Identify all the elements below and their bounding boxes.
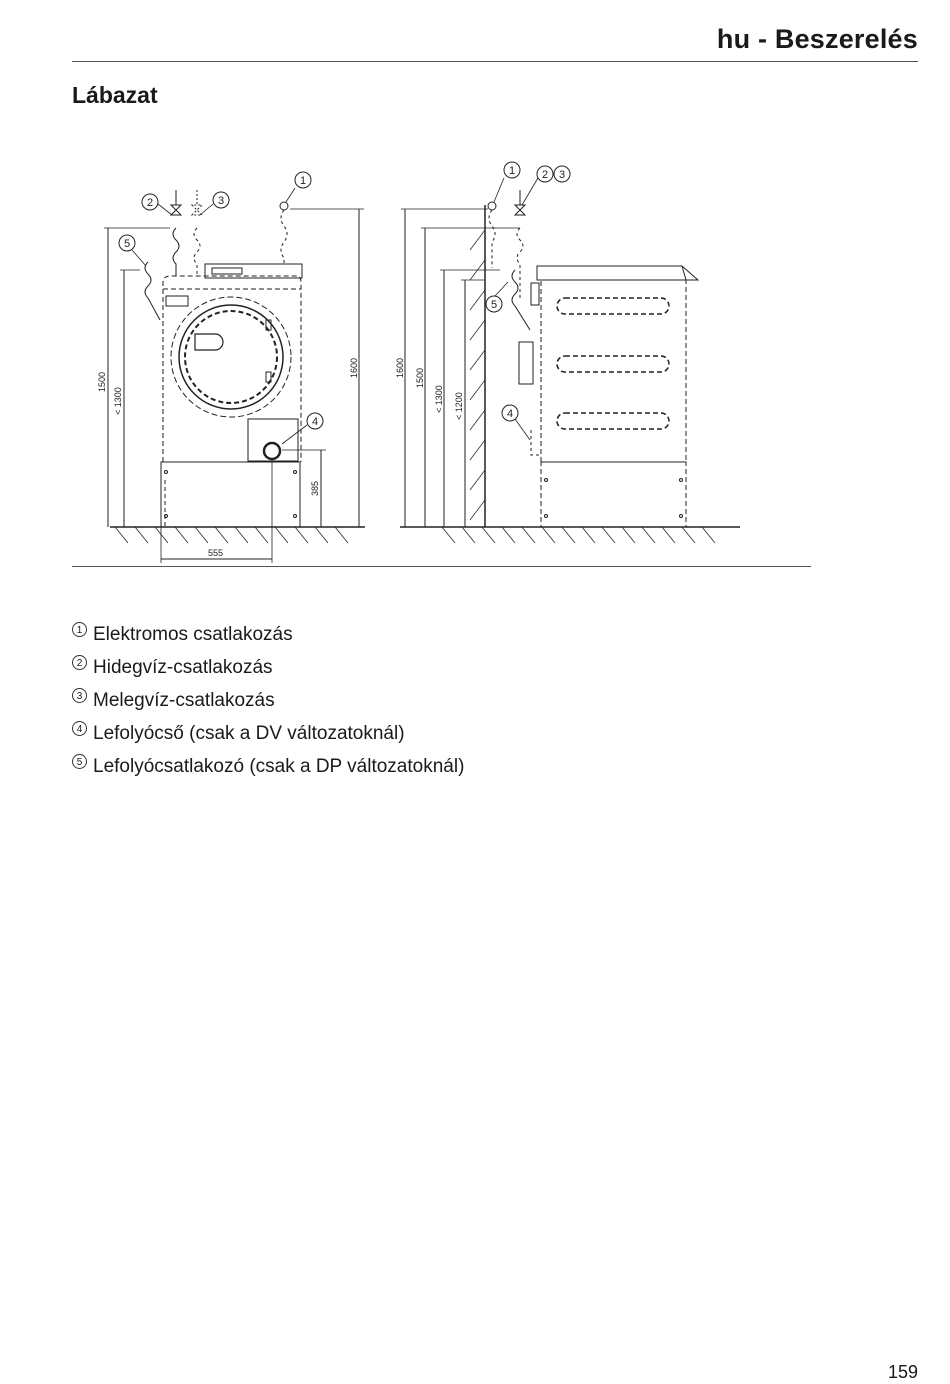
legend-text: Hidegvíz-csatlakozás (93, 656, 273, 678)
dim-385: 385 (310, 480, 320, 496)
dim-1300-side: < 1300 (434, 385, 444, 413)
svg-text:3: 3 (217, 195, 225, 207)
figure-divider (72, 566, 811, 567)
front-view (104, 188, 365, 563)
legend-item (72, 651, 464, 684)
legend-text: Lefolyócsatlakozó (csak a DP változatoknál) (93, 755, 465, 777)
dim-1300-front: < 1300 (113, 387, 123, 415)
legend-item (72, 618, 464, 651)
callout-5-side (486, 296, 502, 312)
legend-item (72, 750, 464, 783)
callout-1-front (295, 172, 311, 188)
legend-item (72, 717, 464, 750)
legend-number: 1 (72, 622, 87, 637)
page-number: 159 (887, 1362, 918, 1382)
legend-text: Melegvíz-csatlakozás (93, 689, 275, 711)
dim-1500-front: 1500 (97, 371, 107, 392)
side-view (400, 178, 740, 543)
svg-text:4: 4 (506, 408, 514, 420)
svg-text:4: 4 (311, 416, 319, 428)
legend-number: 3 (72, 688, 87, 703)
callout-4-front (307, 413, 323, 429)
legend-text: Elektromos csatlakozás (93, 623, 293, 645)
legend-number: 5 (72, 754, 87, 769)
legend-number: 2 (72, 655, 87, 670)
svg-text:1: 1 (508, 165, 516, 177)
legend-number: 4 (72, 721, 87, 736)
page-header-title: hu - Beszerelés (716, 24, 918, 54)
header-divider (72, 61, 918, 62)
dim-1600-side: 1600 (395, 357, 405, 378)
dim-1600-front: 1600 (349, 357, 359, 378)
svg-text:2: 2 (146, 197, 154, 209)
svg-text:5: 5 (123, 238, 131, 250)
svg-text:3: 3 (558, 169, 566, 181)
callout-3-side (554, 166, 570, 182)
installation-diagram (0, 140, 950, 580)
dim-1500-side: 1500 (415, 367, 425, 388)
svg-text:5: 5 (490, 299, 498, 311)
legend-item (72, 684, 464, 717)
callout-5-front (119, 235, 135, 251)
callout-4-side (502, 405, 518, 421)
section-title: Lábazat (72, 82, 158, 108)
svg-text:1: 1 (299, 175, 307, 187)
callout-3-front (213, 192, 229, 208)
callout-2-front (142, 194, 158, 210)
callout-1-side (504, 162, 520, 178)
legend-list (72, 618, 464, 783)
svg-text:2: 2 (541, 169, 549, 181)
dim-1200-side: < 1200 (454, 392, 464, 420)
callout-2-side (537, 166, 553, 182)
dim-555: 555 (208, 548, 224, 558)
legend-text: Lefolyócső (csak a DV változatoknál) (93, 722, 405, 744)
